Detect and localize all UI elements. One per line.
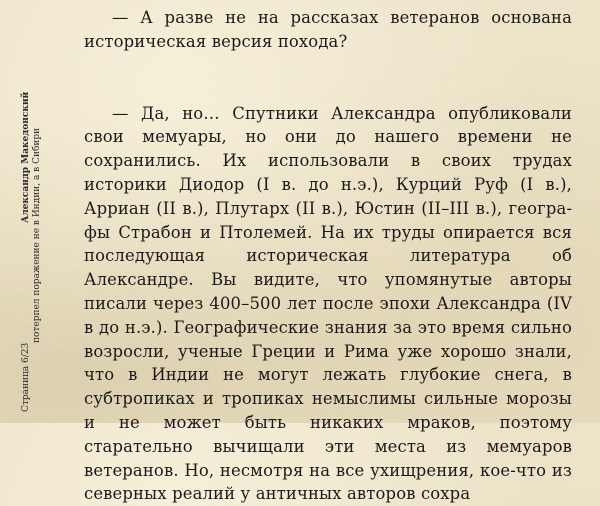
page-side-margin: [0, 0, 55, 423]
book-title: Александр Македонский: [21, 91, 31, 223]
answer-paragraph: — Да, но… Спутники Александра опубликовали свои мемуары, но они до нашего времени не сохранились. Их использовали в своих трудах историки Диодор (I в. до н.э.), Курций Руф (I в.), Арриан (II в.), Плутарх (II в.), Юстин (II–III в.), географы Страбон и Птолемей. На их труды опирается вся последующая историческая литература об Александре. Вы видите, что упомянутые авторы писали через 400–500 лет после эпохи Александра (IV в до н.э.). Географические знания за это время сильно возросли, ученые Греции и Рима уже хорошо знали, что в Индии не могут лежать глубокие снега, в субтропиках и тропиках немыслимы сильные морозы и не может быть никаких мраков, поэтому старательно вычищали эти места из мемуаров ветеранов. Но, несмотря на все ухищрения, кое-что из северных реалий у античных авторов сохра: [84, 103, 572, 504]
chapter-title: потерпел поражение не в Индии, а в Сибири: [32, 127, 42, 343]
page-text: [84, 6, 572, 506]
question-paragraph: — А разве не на рассказах ветеранов основана историческая версия похода?: [84, 8, 572, 51]
page-counter: Страница 6/23: [21, 342, 31, 412]
